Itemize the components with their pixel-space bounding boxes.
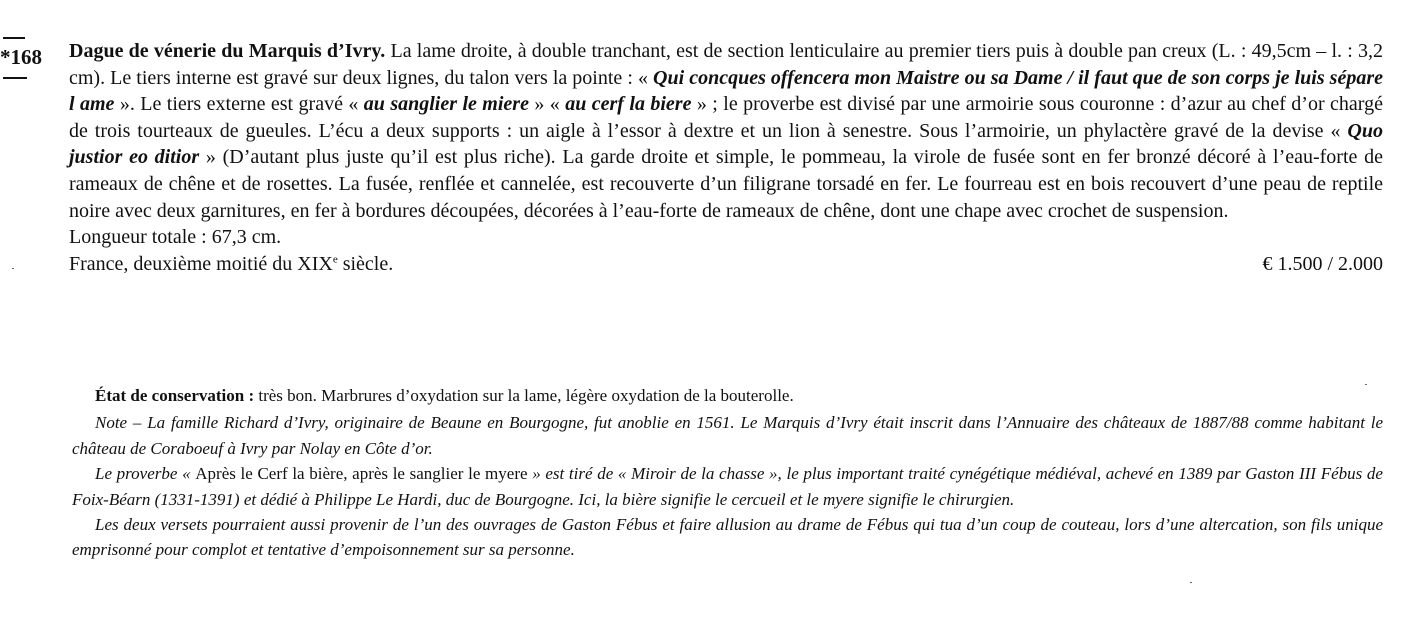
scan-speck <box>1190 582 1192 583</box>
note-paragraph-1 <box>72 410 1383 461</box>
note-2-e: », le plus important traité cynégétique médiéval, achevé en 1389 par Gaston III Fébus de Foix-Béarn (1331-1391) et dédié à Philippe Le Hardi, duc de Bourgogne. Ici, la bière signifie le cercueil et le myere signifie le chirurgien. <box>72 464 1383 509</box>
notes-block <box>72 383 1383 563</box>
note-2-c: » est tiré de « <box>527 464 632 484</box>
scan-speck <box>12 268 14 269</box>
description-part-2: ». Le tiers externe est gravé « <box>114 93 364 116</box>
motto-quote: Quo justior eo ditior <box>69 119 1383 169</box>
lot-description <box>69 38 1383 224</box>
inscription-quote-3: au cerf la biere <box>565 93 692 116</box>
description-part-3: » « <box>528 93 566 116</box>
description-part-4: » ; le proverbe est divisé par une armoirie sous couronne : d’azur au chef d’or chargé de trois tourteaux de gueules. L’écu a deux supports : un aigle à l’essor à dextre et un lion à senestre. Sous l’armoirie, un phylactère gravé de la devise « <box>69 93 1383 142</box>
book-title: Miroir de la chasse <box>631 464 765 484</box>
estimate-price: € 1.500 / 2.000 <box>1262 252 1383 275</box>
inscription-quote-2: au sanglier le miere <box>363 93 529 116</box>
note-paragraph-2 <box>72 461 1383 512</box>
proverb-quote: Après le Cerf la bière, après le sanglier le myere <box>195 464 528 484</box>
origin-estimate-line <box>69 251 1383 278</box>
lot-title: Dague de vénerie du Marquis d’Ivry. <box>69 40 386 62</box>
inscription-quote-1: Qui concques offencera mon Maistre ou sa Dame / il faut que de son corps je luis sépare l ame <box>69 66 1384 116</box>
condition-paragraph <box>72 383 1383 408</box>
note-label: Note <box>95 413 128 433</box>
lot-rule-bottom <box>3 77 27 79</box>
note-1-text: – La famille Richard d’Ivry, originaire de Beaune en Bourgogne, fut anoblie en 1561. Le Marquis d’Ivry était inscrit dans l’Annuaire des châteaux de 1887/88 comme habitant le château de Coraboeuf à Ivry par Nolay en Côte d’or. <box>72 413 1383 458</box>
lot-rule-top <box>3 37 25 39</box>
condition-text: très bon. Marbrures d’oxydation sur la lame, légère oxydation de la bouterolle. <box>254 386 794 405</box>
condition-label: État de conservation : <box>95 386 255 405</box>
note-paragraph-3: Les deux versets pourraient aussi provenir de l’un des ouvrages de Gaston Fébus et faire allusion au drame de Fébus qui tua d’un coup de couteau, lors d’une altercation, son fils unique emprisonné pour complot et tentative d’empoisonnement sur sa personne. <box>72 515 1383 560</box>
lot-number: *168 <box>0 45 42 69</box>
note-2-a: Le proverbe « <box>95 464 196 484</box>
scan-speck <box>1365 384 1367 385</box>
origin: France, deuxième moitié du XIXe siècle. <box>69 252 394 275</box>
description-part-1: La lame droite, à double tranchant, est de section lenticulaire au premier tiers puis à double pan creux (L. : 49,5cm – l. : 3,2 cm). Le tiers interne est gravé sur deux lignes, du talon vers la pointe : « <box>69 40 1383 89</box>
lot-description-block <box>69 38 1383 277</box>
description-part-5: » (D’autant plus juste qu’il est plus riche). La garde droite et simple, le pommeau, la virole de fusée sont en fer bronzé décoré à l’eau-forte de rameaux de chêne et de rosettes. La fusée, renflée et cannelée, est recouverte d’un filigrane torsadé en fer. Le fourreau est en bois recouvert d’une peau de reptile noire avec deux garnitures, en fer à bordures découpées, décorées à l’eau-forte de rameaux de chêne, dont une chape avec crochet de suspension. <box>69 146 1383 222</box>
total-length: Longueur totale : 67,3 cm. <box>69 226 282 249</box>
